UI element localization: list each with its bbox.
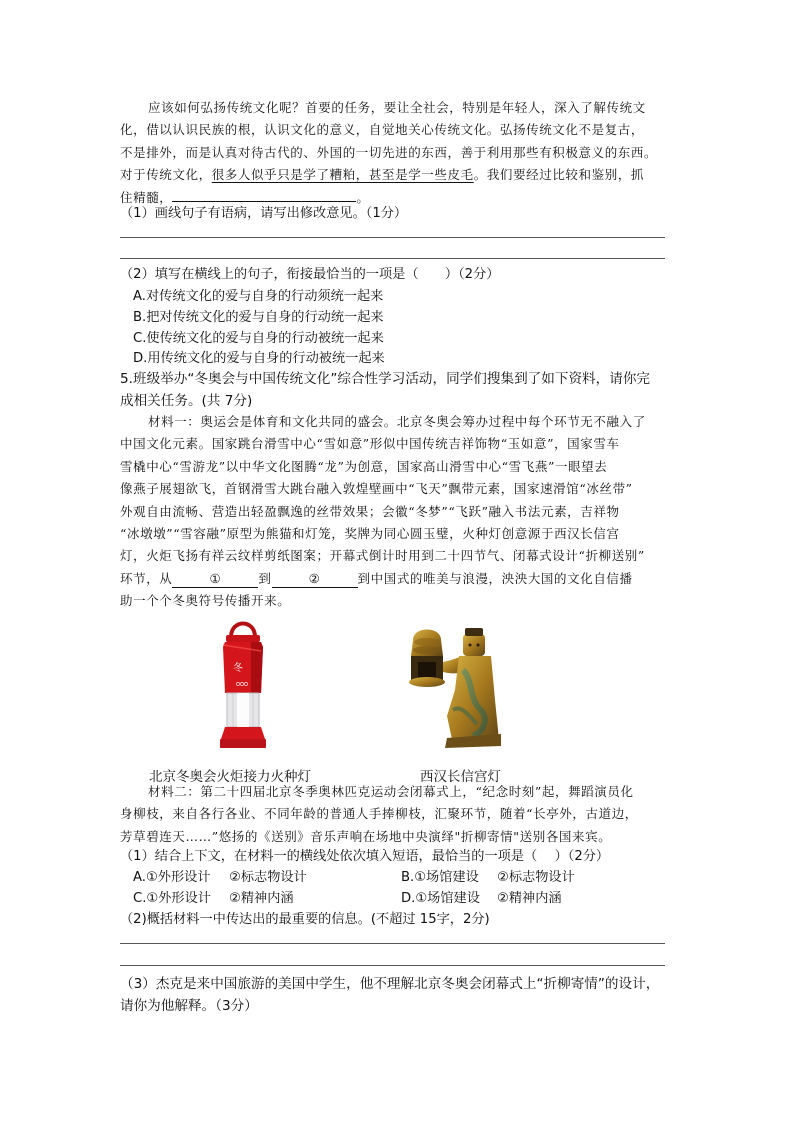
answer-line[interactable] <box>120 237 665 238</box>
answer-blank[interactable] <box>172 188 356 202</box>
options-row-cd: C.①外形设计 ②精神内涵 D.①场馆建设 ②精神内涵 <box>133 888 653 909</box>
passage <box>120 97 668 209</box>
passage-line: 对于传统文化，很多人似乎只是学了糟粕，甚至是学一些皮毛。我们要经过比较和鉴别，抓 <box>120 167 645 183</box>
option-a[interactable]: A.对传统文化的爱与自身的行动须统一起来 <box>133 289 384 304</box>
material-line: 雪橇中心“雪游龙”以中华文化图腾“龙”为创意，国家高山滑雪中心“雪飞燕”一眼望去 <box>120 458 608 474</box>
option-d[interactable]: D.①场馆建设 <box>401 891 480 906</box>
question-5-title: 5.班级举办“冬奥会与中国传统文化”综合性学习活动，同学们搜集到了如下资料，请你完 成相关任务。(共 7分) <box>120 371 651 409</box>
option-b[interactable]: B.把对传统文化的爱与自身的行动统一起来 <box>133 310 384 325</box>
material-line: 助一个个冬奥符号传播开来。 <box>120 593 291 609</box>
answer-line[interactable] <box>120 965 665 966</box>
material-line: 材料一：奥运会是体育和文化共同的盛会。北京冬奥会筹办过程中每个环节无不融入了 <box>148 414 646 429</box>
options-row-ab: A.①外形设计 ②标志物设计 B.①场馆建设 ②标志物设计 <box>133 867 653 888</box>
option-b[interactable]: B.①场馆建设 <box>401 870 479 885</box>
passage-line: 应该如何弘扬传统文化呢？首要的任务，要让全社会，特别是年轻人，深入了解传统文 <box>148 100 646 115</box>
caption-changxin-lamp: 西汉长信宫灯 <box>420 769 501 785</box>
question-4-2: （2）填写在横线上的句子，衔接最恰当的一项是（ ）（2分） <box>120 267 500 282</box>
answer-line[interactable] <box>120 258 665 259</box>
material-two <box>120 781 668 848</box>
material-line: 身柳枝，来自各行各业、不同年龄的普通人手捧柳枝，汇聚环节，随着“长亭外，古道边， <box>120 806 638 822</box>
question-5-2: （2)概括材料一中传达出的最重要的信息。(不超过 15字，2分) <box>120 912 490 927</box>
material-line: 外观自由流畅、营造出轻盈飘逸的丝带效果；会徽“冬梦”“飞跃”融入书法元素，吉祥物 <box>120 503 620 519</box>
caption-torch-lantern: 北京冬奥会火炬接力火种灯 <box>149 769 311 785</box>
material-line: 芳草碧连天……”悠扬的《送别》音乐声响在场地中央演绎"折柳寄情"送别各国来宾。 <box>120 828 612 844</box>
option-c[interactable]: C.①外形设计 <box>133 891 211 906</box>
option-c[interactable]: C.使传统文化的爱与自身的行动被统一起来 <box>133 331 384 346</box>
material-line: 中国文化元素。国家跳台滑雪中心“雪如意”形似中国传统吉祥饰物“玉如意”，国家雪车 <box>120 436 620 452</box>
question-5-3: （3）杰克是来中国旅游的美国中学生，他不理解北京冬奥会闭幕式上“折柳寄情”的设计， 请你为他解释。（3分） <box>120 976 660 1014</box>
answer-line[interactable] <box>120 943 665 944</box>
material-line: 材料二：第二十四届北京冬季奥林匹克运动会闭幕式上，“纪念时刻”起，舞蹈演员化 <box>148 784 634 799</box>
passage-line: 住精髓， 。 <box>120 189 370 205</box>
option-d[interactable]: D.用传统文化的爱与自身的行动被统一起来 <box>133 351 385 366</box>
material-line: 环节，从 ① 到 ② 到中国式的唯美与浪漫，泱泱大国的文化自信播 <box>120 570 633 586</box>
material-line: 像燕子展翅欲飞，首钢滑雪大跳台融入敦煌壁画中“飞天”飘带元素，国家速滑馆“冰丝带” <box>120 481 633 497</box>
torch-lantern-image <box>213 615 273 755</box>
passage-line: 不是排外，而是认真对待古代的、外国的一切先进的东西，善于利用那些有积极意义的东西。 <box>120 144 658 160</box>
material-line: “冰墩墩”“雪容融”原型为熊猫和灯笼，奖牌为同心圆玉璧，火种灯创意源于西汉长信宫 <box>120 526 620 542</box>
flawed-sentence: 很多人似乎只是学了糟粕，甚至是学一些皮毛 <box>211 167 474 183</box>
blank-1[interactable]: ① <box>172 571 258 588</box>
material-line: 灯，火炬飞扬有祥云纹样剪纸图案；开幕式倒计时用到二十四节气、闭幕式设计“折柳送别” <box>120 548 645 564</box>
question-5-1: （1）结合上下文，在材料一的横线处依次填入短语，最恰当的一项是（ ）（2分） <box>120 849 610 864</box>
material-one <box>120 411 668 613</box>
changxin-palace-lamp-image <box>403 620 503 755</box>
passage-line: 化，借以认识民族的根，认识文化的意义，自觉地关心传统文化。弘扬传统文化不是复古， <box>120 122 645 138</box>
blank-2[interactable]: ② <box>272 571 358 588</box>
option-a[interactable]: A.①外形设计 <box>133 870 211 885</box>
question-4-1: （1）画线句子有语病，请写出修改意见。（1分） <box>120 206 408 221</box>
svg-text:冬: 冬 <box>233 663 243 674</box>
